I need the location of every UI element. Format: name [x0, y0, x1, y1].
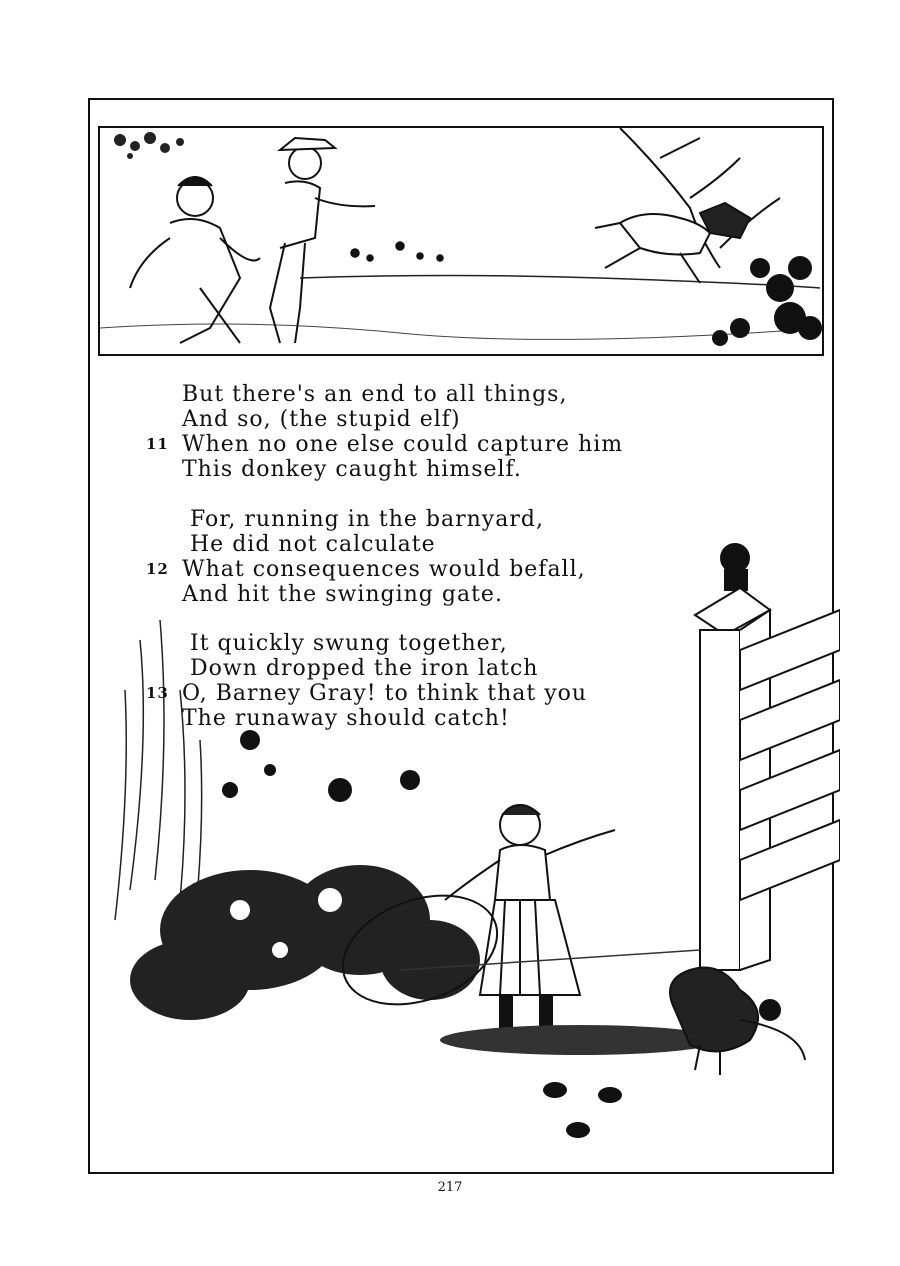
verse-line-text: It quickly swung together,: [190, 631, 508, 656]
verse-line-text: The runaway should catch!: [182, 706, 510, 731]
verse-line: [140, 382, 700, 407]
verse-line-text: When no one else could capture him: [182, 432, 624, 457]
donkey-figure: [595, 203, 750, 283]
stanza-number: 11: [146, 435, 169, 453]
child-figure: [445, 805, 615, 1045]
boy-figure: [130, 177, 260, 343]
verse-line: [140, 582, 700, 607]
verse-line-text: But there's an end to all things,: [182, 382, 568, 407]
stanza-number: 12: [146, 560, 169, 578]
gate-post: [695, 544, 770, 970]
verse-line-text: What consequences would befall,: [182, 557, 586, 582]
page-number: 217: [437, 1180, 463, 1195]
verse-line-text: And so, (the stupid elf): [182, 407, 461, 432]
verse-line-text: This donkey caught himself.: [182, 457, 522, 482]
boy-figure: [270, 138, 375, 343]
verse-line: [140, 432, 700, 457]
turkey-figure: [670, 968, 805, 1076]
verse-line: [140, 557, 700, 582]
verse-line: [140, 681, 700, 706]
verse-line-text: O, Barney Gray! to think that you: [182, 681, 588, 706]
verse-line: [140, 656, 700, 681]
verse-line: [140, 407, 700, 432]
stanza-number: 13: [146, 684, 169, 702]
verse-line: [140, 532, 700, 557]
stanza-13: [140, 631, 700, 731]
stanza-12: [140, 507, 700, 607]
top-illustration: [98, 126, 824, 356]
verse-line: [140, 507, 700, 532]
verse-line: [140, 457, 700, 482]
verse-line: [140, 631, 700, 656]
verse-line-text: And hit the swinging gate.: [182, 582, 503, 607]
verse-line-text: He did not calculate: [190, 532, 436, 557]
verse-line: [140, 706, 700, 731]
stanza-11: [140, 382, 700, 482]
gate-boards: [740, 610, 840, 900]
chase-scene-drawing: [100, 128, 824, 356]
verse-line-text: Down dropped the iron latch: [190, 656, 539, 681]
verse-line-text: For, running in the barnyard,: [190, 507, 544, 532]
